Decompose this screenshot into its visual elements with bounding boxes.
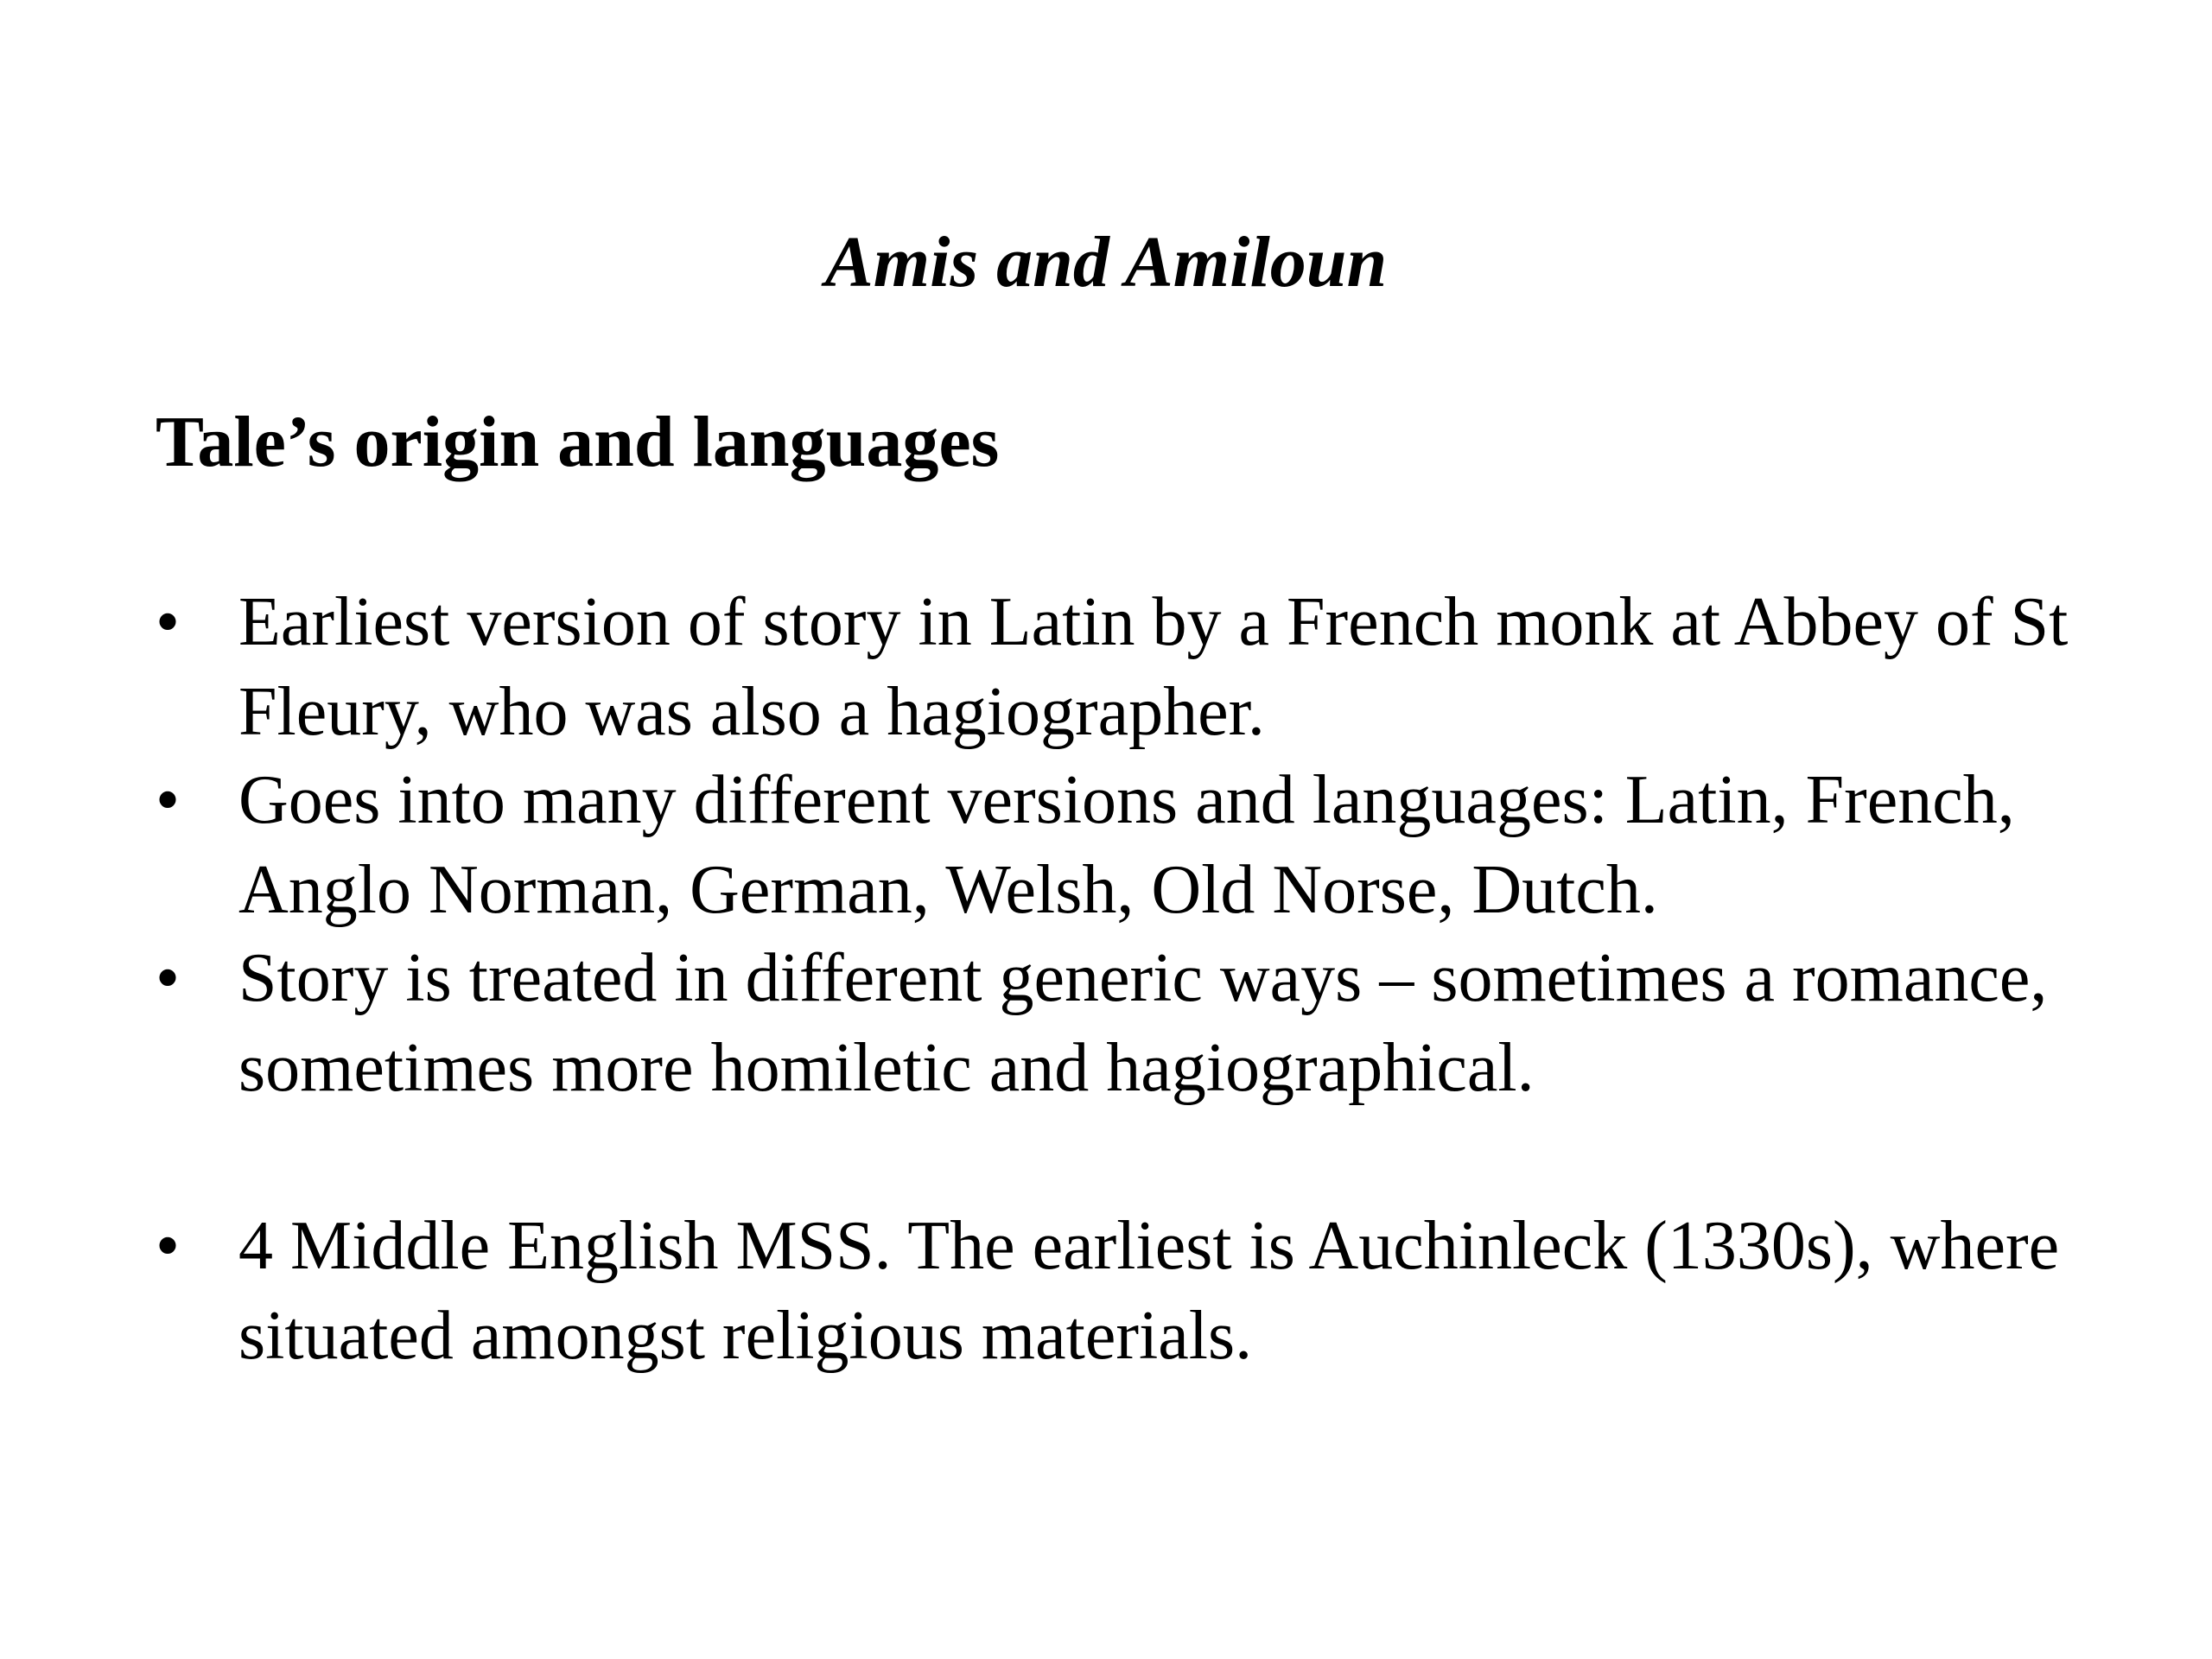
bullet-icon: • xyxy=(156,584,181,660)
bullet-icon: • xyxy=(156,940,181,1016)
bullet-item-4 xyxy=(156,1201,2091,1381)
bullet-icon: • xyxy=(156,762,181,838)
bullet-icon: • xyxy=(156,1208,181,1284)
bullet-text: Story is treated in different generic ways – sometimes a romance, sometimes more homiletic and hagiographical. xyxy=(238,940,2048,1106)
bullet-text: 4 Middle English MSS. The earliest is Auchinleck (1330s), where situated amongst religious materials. xyxy=(238,1208,2060,1374)
bullet-text: Earliest version of story in Latin by a French monk at Abbey of St Fleury, who was also a hagiographer. xyxy=(238,584,2069,750)
bullet-item-2 xyxy=(156,755,2091,935)
bullet-item-3 xyxy=(156,933,2091,1113)
bullet-item-1 xyxy=(156,577,2091,757)
section-heading: Tale’s origin and languages xyxy=(156,402,1000,482)
slide-title: Amis and Amiloun xyxy=(824,222,1388,302)
bullet-text: Goes into many different versions and languages: Latin, French, Anglo Norman, German, Welsh, Old Norse, Dutch. xyxy=(238,762,2015,928)
